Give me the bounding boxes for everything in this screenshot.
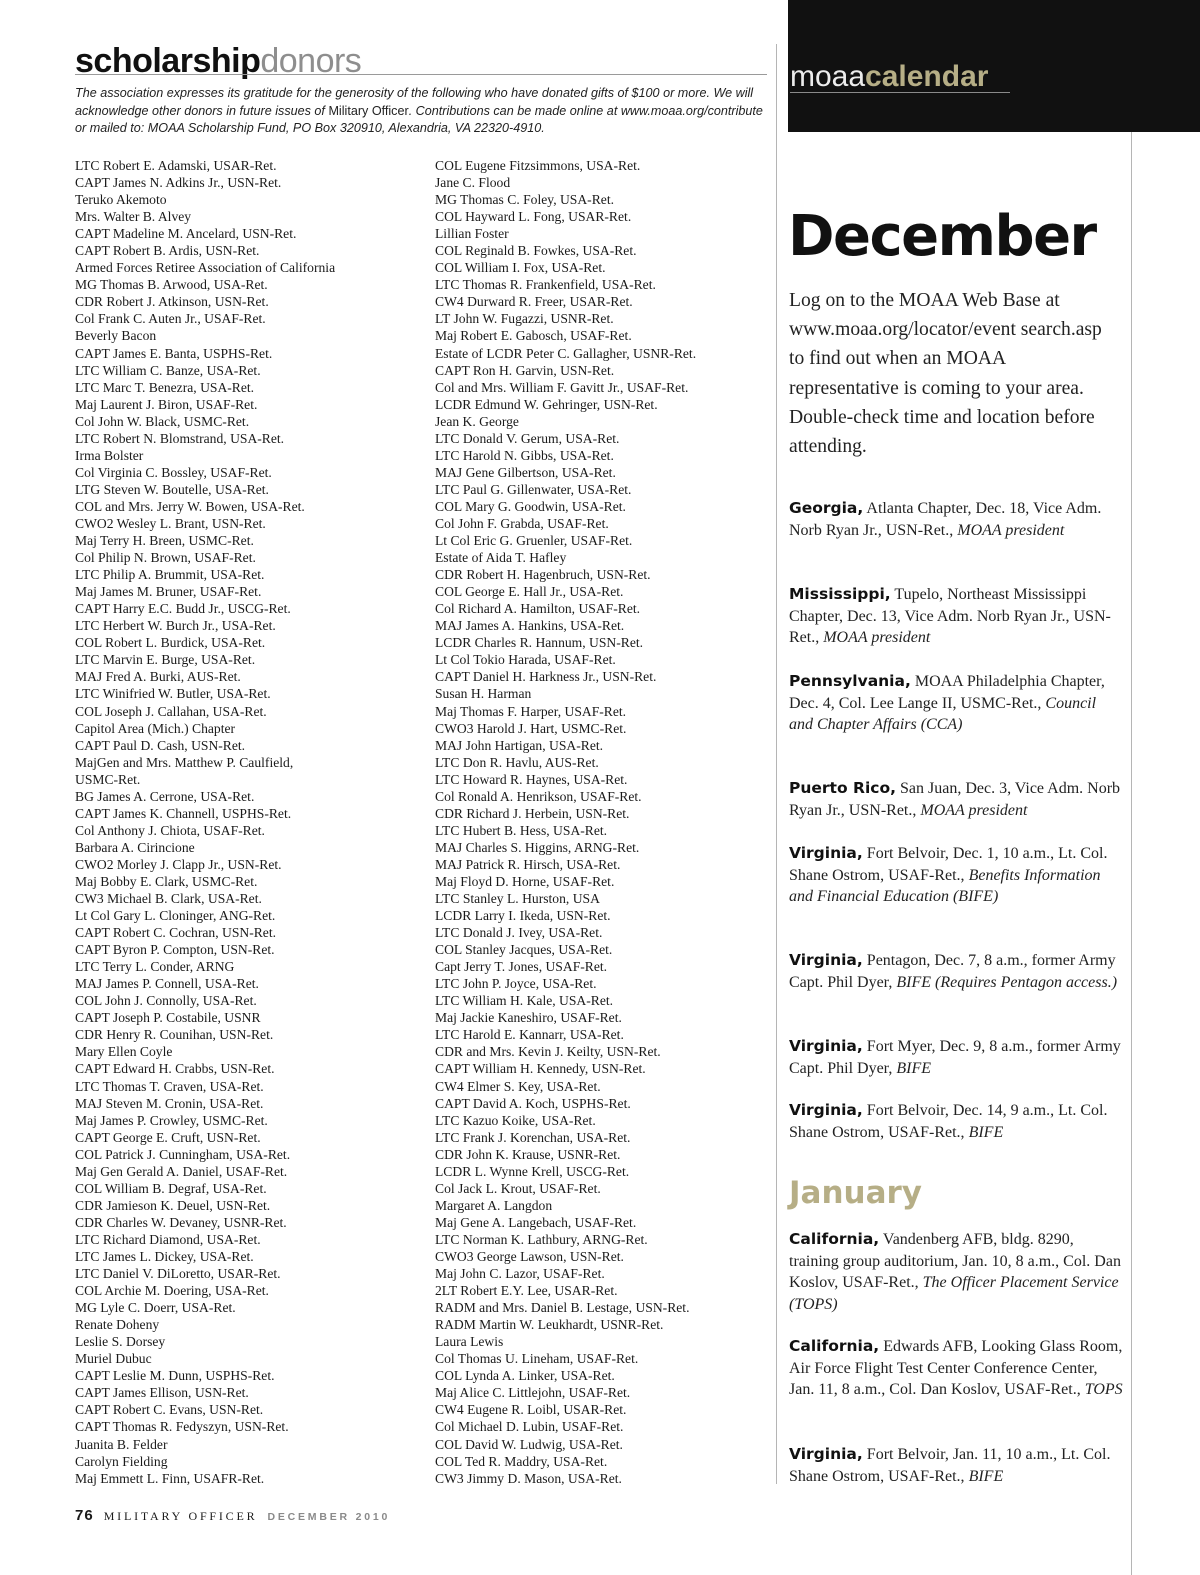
donor-entry: CAPT Robert C. Evans, USN-Ret.	[75, 1402, 264, 1418]
donor-entry: LCDR Charles R. Hannum, USN-Ret.	[435, 635, 644, 651]
donor-entry: CDR Jamieson K. Deuel, USN-Ret.	[75, 1197, 271, 1213]
donor-entry: Lt Col Gary L. Cloninger, ANG-Ret.	[75, 908, 276, 924]
donors-header	[75, 42, 767, 80]
event-details: San Juan, Dec. 3, Vice Adm. Norb Ryan Jr., USN-Ret.,	[789, 780, 1121, 819]
event-program: MOAA president	[920, 801, 1028, 819]
event-state: Virginia,	[789, 1445, 863, 1463]
donor-entry: LTC Kazuo Koike, USA-Ret.	[435, 1112, 596, 1128]
donor-entry: CAPT Paul D. Cash, USN-Ret.	[75, 737, 246, 753]
event-details: Edwards AFB, Looking Glass Room, Air Force Flight Test Center Conference Center, Jan. 11, 8 a.m., Col. Dan Koslov, USAF-Ret.,	[789, 1338, 1123, 1398]
event-details: Fort Belvoir, Dec. 1, 10 a.m., Lt. Col. Shane Ostrom, USAF-Ret.,	[789, 845, 1108, 884]
donor-entry: Maj Laurent J. Biron, USAF-Ret.	[75, 396, 258, 412]
donor-entry: LTC Harold N. Gibbs, USA-Ret.	[435, 447, 614, 463]
event-state: Mississippi,	[789, 585, 891, 603]
event-program: Benefits Information and Financial Education (BIFE)	[789, 866, 1101, 905]
donor-entry: Maj James P. Crowley, USMC-Ret.	[75, 1112, 268, 1128]
event-state: Puerto Rico,	[789, 779, 896, 797]
donor-entry: CW4 Elmer S. Key, USA-Ret.	[435, 1078, 601, 1094]
donor-entry: Col Virginia C. Bossley, USAF-Ret.	[75, 464, 272, 480]
donor-entry: Col Thomas U. Lineham, USAF-Ret.	[435, 1351, 639, 1367]
magazine-name: MILITARY OFFICER	[103, 1509, 258, 1523]
donor-entry: MAJ John Hartigan, USA-Ret.	[435, 737, 604, 753]
donor-entry: LTC Harold E. Kannarr, USA-Ret.	[435, 1027, 624, 1043]
month-heading-december: December	[788, 204, 1096, 269]
donor-entry: USMC-Ret.	[75, 771, 141, 787]
donor-entry: CW3 Michael B. Clark, USA-Ret.	[75, 891, 262, 907]
donor-entry: COL Lynda A. Linker, USA-Ret.	[435, 1368, 615, 1384]
event-details: Vandenberg AFB, bldg. 8290, training group auditorium, Jan. 10, 8 a.m., Col. Dan Koslov, USAF-Ret.,	[789, 1231, 1121, 1291]
donors-intro-part-2: . Contributions can be made online at www.moaa.org/contribute or mailed to: MOAA Scholarship Fund, PO Box 320910, Alexandria, VA 22320-4910.	[75, 103, 763, 135]
donor-entry: COL Ted R. Maddry, USA-Ret.	[435, 1453, 608, 1469]
event-state: Virginia,	[789, 1037, 863, 1055]
donor-entry: Maj Thomas F. Harper, USAF-Ret.	[435, 703, 627, 719]
donor-entry: Maj James M. Bruner, USAF-Ret.	[75, 584, 262, 600]
event-item	[789, 843, 1123, 908]
donor-entry: CAPT William H. Kennedy, USN-Ret.	[435, 1061, 646, 1077]
donor-entry: Carolyn Fielding	[75, 1453, 168, 1469]
donor-entry: LTC William H. Kale, USA-Ret.	[435, 993, 614, 1009]
donor-entry: CDR Richard J. Herbein, USN-Ret.	[435, 805, 630, 821]
donor-entry: MajGen and Mrs. Matthew P. Caulfield,	[75, 754, 294, 770]
donor-entry: CW4 Eugene R. Loibl, USAR-Ret.	[435, 1402, 627, 1418]
event-state: Virginia,	[789, 951, 863, 969]
donor-entry: Armed Forces Retiree Association of California	[75, 260, 336, 276]
donor-entry: Irma Bolster	[75, 447, 144, 463]
donor-entry: COL William I. Fox, USA-Ret.	[435, 260, 606, 276]
donor-entry: CAPT James Ellison, USN-Ret.	[75, 1385, 249, 1401]
donor-entry: CDR Robert H. Hagenbruch, USN-Ret.	[435, 567, 651, 583]
donor-entry: CAPT Leslie M. Dunn, USPHS-Ret.	[75, 1368, 275, 1384]
donor-entry: CDR and Mrs. Kevin J. Keilty, USN-Ret.	[435, 1044, 661, 1060]
event-item	[789, 671, 1123, 736]
event-item	[789, 1229, 1123, 1315]
donor-entry: LTC Winifried W. Butler, USA-Ret.	[75, 686, 271, 702]
donor-entry: LCDR Larry I. Ikeda, USN-Ret.	[435, 908, 611, 924]
page-footer	[75, 1507, 390, 1524]
donor-entry: Laura Lewis	[435, 1334, 504, 1350]
donor-entry: Col Frank C. Auten Jr., USAF-Ret.	[75, 311, 266, 327]
donor-entry: CDR Charles W. Devaney, USNR-Ret.	[75, 1214, 287, 1230]
event-item	[789, 1036, 1123, 1079]
donor-entry: COL Stanley Jacques, USA-Ret.	[435, 942, 613, 958]
donor-entry: Renate Doheny	[75, 1317, 160, 1333]
event-details: Pentagon, Dec. 7, 8 a.m., former Army Capt. Phil Dyer,	[789, 952, 1116, 991]
donor-entry: CAPT Madeline M. Ancelard, USN-Ret.	[75, 226, 297, 242]
donor-entry: Col Ronald A. Henrikson, USAF-Ret.	[435, 788, 642, 804]
donor-entry: Maj Jackie Kaneshiro, USAF-Ret.	[435, 1010, 622, 1026]
donor-entry: CAPT Byron P. Compton, USN-Ret.	[75, 942, 275, 958]
donor-entry: Beverly Bacon	[75, 328, 157, 344]
donor-entry: Maj Terry H. Breen, USMC-Ret.	[75, 533, 254, 549]
event-item	[789, 1444, 1123, 1487]
page-number: 76	[75, 1507, 94, 1524]
event-program: BIFE	[896, 1059, 932, 1077]
donor-entry: COL Mary G. Goodwin, USA-Ret.	[435, 498, 626, 514]
donor-entry: CAPT Thomas R. Fedyszyn, USN-Ret.	[75, 1419, 289, 1435]
donors-title-rule	[75, 74, 767, 75]
donors-intro-publication: Military Officer	[328, 103, 409, 118]
donor-entry: Maj Emmett L. Finn, USAFR-Ret.	[75, 1470, 265, 1486]
donor-entry: COL Hayward L. Fong, USAR-Ret.	[435, 209, 632, 225]
calendar-title-rule	[790, 92, 1010, 93]
donors-intro	[75, 85, 767, 138]
donor-entry: Jane C. Flood	[435, 175, 511, 191]
donor-entry: LTC Frank J. Korenchan, USA-Ret.	[435, 1129, 631, 1145]
event-program: Council and Chapter Affairs (CCA)	[789, 694, 1097, 733]
event-item	[789, 778, 1123, 821]
donor-entry: CAPT Robert C. Cochran, USN-Ret.	[75, 925, 277, 941]
donor-entry: LTC Robert N. Blomstrand, USA-Ret.	[75, 430, 285, 446]
calendar-title-light: moaa	[790, 60, 866, 93]
donors-title-bold: scholarship	[75, 42, 261, 80]
event-program: MOAA president	[957, 521, 1065, 539]
donor-entry: Maj Floyd D. Horne, USAF-Ret.	[435, 873, 615, 889]
donor-entry: Jean K. George	[435, 413, 519, 429]
donor-entry: Teruko Akemoto	[75, 192, 167, 208]
donor-entry: Mary Ellen Coyle	[75, 1044, 173, 1060]
event-item	[789, 1100, 1123, 1143]
donor-entry: MAJ Steven M. Cronin, USA-Ret.	[75, 1095, 264, 1111]
event-details: Atlanta Chapter, Dec. 18, Vice Adm. Norb Ryan Jr., USN-Ret.,	[789, 500, 1102, 539]
donor-entry: Susan H. Harman	[435, 686, 532, 702]
donor-entry: Capt Jerry T. Jones, USAF-Ret.	[435, 959, 608, 975]
donor-entry: Leslie S. Dorsey	[75, 1334, 166, 1350]
donor-entry: LTC Marc T. Benezra, USA-Ret.	[75, 379, 255, 395]
donor-entry: Maj Gene A. Langebach, USAF-Ret.	[435, 1214, 637, 1230]
donor-entry: Maj Gen Gerald A. Daniel, USAF-Ret.	[75, 1163, 288, 1179]
month-heading-january: January	[789, 1175, 923, 1211]
donor-entry: COL George E. Hall Jr., USA-Ret.	[435, 584, 624, 600]
donor-entry: CAPT James E. Banta, USPHS-Ret.	[75, 345, 273, 361]
donor-entry: MAJ Fred A. Burki, AUS-Ret.	[75, 669, 241, 685]
donor-entry: RADM Martin W. Leukhardt, USNR-Ret.	[435, 1317, 664, 1333]
donor-entry: Maj Alice C. Littlejohn, USAF-Ret.	[435, 1385, 631, 1401]
donor-entry: LTC Hubert B. Hess, USA-Ret.	[435, 822, 608, 838]
donor-entry: LTC James L. Dickey, USA-Ret.	[75, 1249, 254, 1264]
donor-entry: CAPT Harry E.C. Budd Jr., USCG-Ret.	[75, 601, 291, 617]
donor-entry: Barbara A. Cirincione	[75, 839, 195, 855]
donor-entry: CW4 Durward R. Freer, USAR-Ret.	[435, 294, 633, 310]
event-details: Tupelo, Northeast Mississippi Chapter, Dec. 13, Vice Adm. Norb Ryan Jr., USN-Ret.,	[789, 586, 1111, 646]
donor-entry: LTC Norman K. Lathbury, ARNG-Ret.	[435, 1231, 648, 1247]
donor-entry: MAJ James P. Connell, USA-Ret.	[75, 976, 259, 992]
donor-entry: Estate of Aida T. Hafley	[435, 550, 567, 566]
donor-entry: COL Reginald B. Fowkes, USA-Ret.	[435, 243, 637, 259]
event-state: Virginia,	[789, 844, 863, 862]
donor-entry: COL Patrick J. Cunningham, USA-Ret.	[75, 1146, 291, 1162]
donor-entry: COL William B. Degraf, USA-Ret.	[75, 1180, 267, 1196]
donors-title-light: donors	[260, 42, 362, 80]
donor-entry: Capitol Area (Mich.) Chapter	[75, 720, 236, 736]
donor-entry: Col Philip N. Brown, USAF-Ret.	[75, 550, 256, 566]
donor-entry: Mrs. Walter B. Alvey	[75, 209, 192, 225]
donor-entry: LCDR Edmund W. Gehringer, USN-Ret.	[435, 396, 658, 412]
donor-entry: CDR Henry R. Counihan, USN-Ret.	[75, 1027, 274, 1043]
event-item	[789, 950, 1123, 993]
donor-entry: Estate of LCDR Peter C. Gallagher, USNR-Ret.	[435, 345, 697, 361]
event-item	[789, 584, 1123, 649]
donor-entry: Col Jack L. Krout, USAF-Ret.	[435, 1180, 601, 1196]
donor-entry: Col John F. Grabda, USAF-Ret.	[435, 515, 609, 531]
event-item	[789, 1336, 1123, 1401]
event-details: Fort Belvoir, Jan. 11, 10 a.m., Lt. Col. Shane Ostrom, USAF-Ret.,	[789, 1446, 1111, 1485]
donor-entry: MAJ Charles S. Higgins, ARNG-Ret.	[435, 839, 640, 855]
donor-entry: CAPT Daniel H. Harkness Jr., USN-Ret.	[435, 669, 657, 685]
donor-entry: CDR John K. Krause, USNR-Ret.	[435, 1146, 621, 1162]
calendar-intro: Log on to the MOAA Web Base at www.moaa.org/locator/event search.asp to find out when an MOAA representative is coming to your area. Double-check time and location before attending.	[789, 290, 1102, 458]
donor-entry: LTC Daniel V. DiLoretto, USAR-Ret.	[75, 1266, 281, 1282]
donor-entry: LCDR L. Wynne Krell, USCG-Ret.	[435, 1163, 630, 1179]
event-state: Pennsylvania,	[789, 672, 911, 690]
donor-entry: Maj Robert E. Gabosch, USAF-Ret.	[435, 328, 632, 344]
donor-entry: Col John W. Black, USMC-Ret.	[75, 413, 250, 429]
donor-entry: MG Thomas B. Arwood, USA-Ret.	[75, 277, 268, 293]
event-state: California,	[789, 1230, 880, 1248]
event-program: BIFE	[968, 1123, 1004, 1141]
donor-entry: CAPT Edward H. Crabbs, USN-Ret.	[75, 1061, 275, 1077]
donors-intro-part-1: The association expresses its gratitude for the generosity of the following who have donated gifts of $100 or more. We will acknowledge other donors in future issues of	[75, 86, 754, 118]
calendar-right-rule	[1131, 132, 1132, 1575]
donor-entry: CAPT David A. Koch, USPHS-Ret.	[435, 1095, 631, 1111]
donor-entry: MAJ Patrick R. Hirsch, USA-Ret.	[435, 856, 621, 872]
donor-entry: LTC John P. Joyce, USA-Ret.	[435, 976, 597, 992]
donor-entry: Col and Mrs. William F. Gavitt Jr., USAF-Ret.	[435, 379, 689, 395]
donor-entry: Lt Col Tokio Harada, USAF-Ret.	[435, 652, 616, 668]
event-state: Virginia,	[789, 1101, 863, 1119]
donor-entry: CAPT Ron H. Garvin, USN-Ret.	[435, 362, 615, 378]
event-details: Fort Belvoir, Dec. 14, 9 a.m., Lt. Col. Shane Ostrom, USAF-Ret.,	[789, 1102, 1108, 1141]
donor-entry: LTG Steven W. Boutelle, USA-Ret.	[75, 481, 269, 497]
event-details: Fort Myer, Dec. 9, 8 a.m., former Army Capt. Phil Dyer,	[789, 1038, 1121, 1077]
donor-entry: CAPT Robert B. Ardis, USN-Ret.	[75, 243, 260, 259]
donor-entry: LTC Donald V. Gerum, USA-Ret.	[435, 430, 620, 446]
donor-entry: LTC Thomas R. Frankenfield, USA-Ret.	[435, 277, 656, 293]
donor-entry: CAPT George E. Cruft, USN-Ret.	[75, 1129, 261, 1145]
event-program: The Officer Placement Service (TOPS)	[789, 1274, 1119, 1313]
donor-entry: CAPT Joseph P. Costabile, USNR	[75, 1010, 261, 1026]
event-program: BIFE (Requires Pentagon access.)	[896, 973, 1118, 991]
donor-entry: LTC Howard R. Haynes, USA-Ret.	[435, 771, 628, 787]
donor-entry: Maj John C. Lazor, USAF-Ret.	[435, 1266, 605, 1282]
donor-entry: Margaret A. Langdon	[435, 1197, 553, 1213]
calendar-title-bold: calendar	[865, 60, 989, 93]
calendar-title	[790, 60, 988, 94]
donor-entry: BG James A. Cerrone, USA-Ret.	[75, 788, 255, 804]
donor-entry: CWO3 Harold J. Hart, USMC-Ret.	[435, 720, 627, 736]
event-state: Georgia,	[789, 499, 864, 517]
donor-entry: CW3 Jimmy D. Mason, USA-Ret.	[435, 1470, 622, 1486]
donor-entry: Lt Col Eric G. Gruenler, USAF-Ret.	[435, 533, 633, 549]
donor-entry: LTC Robert E. Adamski, USAR-Ret.	[75, 158, 277, 173]
donor-entry: COL Eugene Fitzsimmons, USA-Ret.	[435, 158, 641, 173]
donor-entry: LTC Don R. Havlu, AUS-Ret.	[435, 754, 599, 770]
donor-entry: LTC Paul G. Gillenwater, USA-Ret.	[435, 481, 632, 497]
donor-entry: CAPT James K. Channell, USPHS-Ret.	[75, 805, 292, 821]
donor-entry: LTC William C. Banze, USA-Ret.	[75, 362, 261, 378]
donor-entry: Col Michael D. Lubin, USAF-Ret.	[435, 1419, 624, 1435]
donor-entry: CDR Robert J. Atkinson, USN-Ret.	[75, 294, 269, 310]
donor-entry: LTC Marvin E. Burge, USA-Ret.	[75, 652, 256, 668]
donor-entry: MG Thomas C. Foley, USA-Ret.	[435, 192, 614, 208]
column-divider	[776, 44, 777, 1484]
donor-entry: RADM and Mrs. Daniel B. Lestage, USN-Ret.	[435, 1300, 690, 1316]
donor-entry: LTC Donald J. Ivey, USA-Ret.	[435, 925, 603, 941]
donor-entry: LTC Philip A. Brummit, USA-Ret.	[75, 567, 265, 583]
donor-entry: Maj Bobby E. Clark, USMC-Ret.	[75, 873, 258, 889]
donor-entry: COL John J. Connolly, USA-Ret.	[75, 993, 257, 1009]
donor-entry: COL David W. Ludwig, USA-Ret.	[435, 1436, 623, 1452]
donor-entry: Muriel Dubuc	[75, 1351, 152, 1367]
event-program: BIFE	[968, 1467, 1004, 1485]
donor-entry: MAJ James A. Hankins, USA-Ret.	[435, 618, 625, 634]
donor-entry: MAJ Gene Gilbertson, USA-Ret.	[435, 464, 616, 480]
donor-entry: CWO2 Morley J. Clapp Jr., USN-Ret.	[75, 856, 282, 872]
event-state: California,	[789, 1337, 880, 1355]
donor-entry: LTC Stanley L. Hurston, USA	[435, 891, 600, 907]
donor-list-column-b	[435, 157, 780, 1487]
donor-entry: 2LT Robert E.Y. Lee, USAR-Ret.	[435, 1283, 618, 1299]
event-details: MOAA Philadelphia Chapter, Dec. 4, Col. Lee Lange II, USMC-Ret.,	[789, 673, 1105, 712]
donor-entry: COL Joseph J. Callahan, USA-Ret.	[75, 703, 267, 719]
issue-date: DECEMBER 2010	[267, 1511, 391, 1523]
donor-entry: COL and Mrs. Jerry W. Bowen, USA-Ret.	[75, 498, 305, 514]
donor-entry: CWO3 George Lawson, USN-Ret.	[435, 1249, 624, 1264]
donor-entry: MG Lyle C. Doerr, USA-Ret.	[75, 1300, 236, 1316]
donor-list-column-a	[75, 157, 420, 1487]
donor-entry: Lillian Foster	[435, 226, 509, 242]
donor-entry: LTC Thomas T. Craven, USA-Ret.	[75, 1078, 264, 1094]
event-program: TOPS	[1084, 1381, 1123, 1398]
donor-entry: COL Robert L. Burdick, USA-Ret.	[75, 635, 266, 651]
donor-entry: LT John W. Fugazzi, USNR-Ret.	[435, 311, 614, 327]
donor-entry: COL Archie M. Doering, USA-Ret.	[75, 1283, 269, 1299]
donor-entry: Col Anthony J. Chiota, USAF-Ret.	[75, 822, 265, 838]
donor-entry: LTC Herbert W. Burch Jr., USA-Ret.	[75, 618, 276, 634]
donor-entry: Col Richard A. Hamilton, USAF-Ret.	[435, 601, 641, 617]
donor-entry: CWO2 Wesley L. Brant, USN-Ret.	[75, 515, 266, 531]
event-program: MOAA president	[823, 629, 931, 646]
donor-entry: Juanita B. Felder	[75, 1436, 168, 1452]
donor-entry: LTC Terry L. Conder, ARNG	[75, 959, 235, 975]
event-item	[789, 498, 1123, 541]
donor-entry: CAPT James N. Adkins Jr., USN-Ret.	[75, 175, 282, 191]
donor-entry: LTC Richard Diamond, USA-Ret.	[75, 1231, 261, 1247]
